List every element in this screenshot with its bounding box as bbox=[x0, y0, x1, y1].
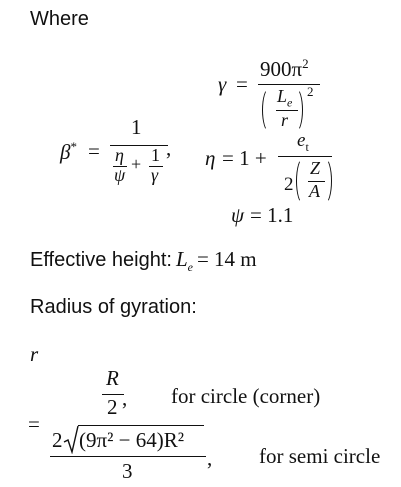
beta-gamma: γ bbox=[151, 165, 159, 185]
beta-equals: = bbox=[88, 139, 100, 163]
beta-one: 1 bbox=[151, 145, 160, 165]
gamma-equals: = bbox=[236, 72, 248, 96]
case1-text: for circle (corner) bbox=[171, 384, 321, 408]
eta-right-paren bbox=[318, 158, 332, 204]
case2-coefficient: 2 bbox=[52, 428, 63, 452]
r-equals: = bbox=[28, 412, 40, 436]
gamma-numerator: $900\pi^2$ bbox=[260, 56, 309, 81]
case2-denominator: 3 bbox=[122, 459, 133, 483]
beta-lhs: β* bbox=[60, 139, 77, 164]
case2-text: for semi circle bbox=[259, 444, 381, 468]
beta-comma: , bbox=[166, 136, 172, 160]
r-lhs: r bbox=[30, 342, 39, 366]
effective-height-var: $L_e$ bbox=[175, 247, 193, 275]
case1-denominator: 2 bbox=[107, 395, 118, 419]
eta-lhs: η bbox=[205, 146, 216, 170]
gamma-inner-numerator: $L_e$ bbox=[277, 86, 293, 110]
where-label: Where bbox=[30, 8, 89, 30]
beta-eta: η bbox=[115, 145, 124, 165]
effective-height-label: Effective height: bbox=[30, 249, 172, 271]
case1-numerator: R bbox=[106, 366, 119, 390]
eta-z: Z bbox=[310, 158, 321, 178]
radius-label: Radius of gyration: bbox=[30, 296, 197, 318]
gamma-left-paren bbox=[262, 88, 276, 132]
beta-plus: + bbox=[131, 154, 142, 174]
beta-numerator: 1 bbox=[131, 115, 142, 139]
psi-lhs: ψ bbox=[231, 203, 245, 227]
sqrt-overbar bbox=[78, 425, 204, 426]
eta-a: A bbox=[309, 181, 320, 201]
eta-rhs: = 1 + bbox=[222, 146, 267, 170]
eta-numerator: $e_t$ bbox=[297, 130, 309, 154]
eta-two: 2 bbox=[284, 174, 294, 195]
case1-comma: , bbox=[122, 386, 128, 410]
effective-height-line bbox=[30, 247, 257, 275]
effective-height-value: = 14 m bbox=[196, 247, 257, 271]
beta-psi: ψ bbox=[114, 165, 126, 185]
gamma-den-exponent: 2 bbox=[307, 84, 314, 99]
gamma-lhs: γ bbox=[218, 72, 227, 96]
gamma-inner-denominator: r bbox=[281, 110, 289, 130]
sqrt-radical-icon bbox=[63, 424, 79, 454]
gamma-right-paren bbox=[289, 88, 303, 132]
psi-rhs: = 1.1 bbox=[250, 203, 294, 227]
case2-radicand: (9π² − 64)R² bbox=[79, 428, 185, 452]
case2-comma: , bbox=[207, 446, 213, 470]
case2-fraction-bar bbox=[50, 456, 206, 457]
